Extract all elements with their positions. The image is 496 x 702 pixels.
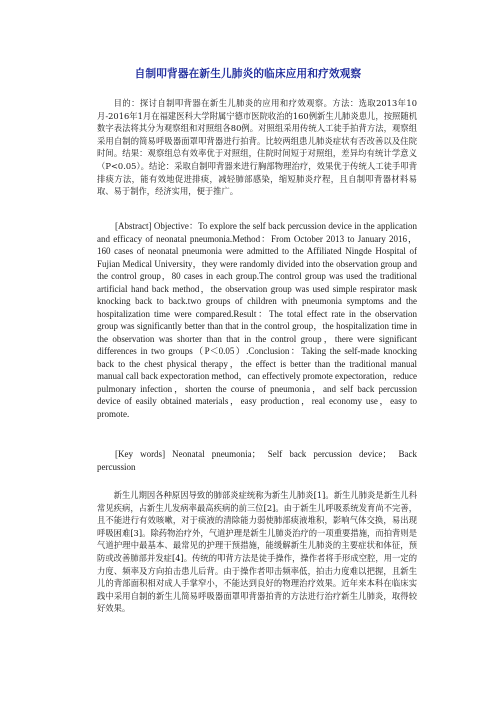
paper-title: 自制叩背器在新生儿肺炎的临床应用和疗效观察 (134, 68, 362, 80)
keywords: [Key words] Neonatal pneumonia； Self back percussion device； Back percussion (97, 449, 417, 472)
body-block (97, 489, 417, 615)
abstract-cn: 目的：探讨自制叩背器在新生儿肺炎的应用和疗效观察。方法：选取2013年10月-2016年1月在福建医科大学附属宁德市医院收治的160例新生儿肺炎患儿，按照随机数字表法将其分为观察组和对照组各80例。对照组采用传统人工徒手拍背方法，观察组采用自制的简易呼吸器面罩叩背器进行拍背。比较两组患儿肺炎症状有否改善以及住院时间。结果：观察组总有效率优于对照组，住院时间短于对照组，差异均有统计学意义（P<0.05）。结论：采取自制叩背器来进行胸部物理治疗，效果优于传统人工徒手叩背排痰方法，能有效地促进排痰，减轻肺部感染，缩短肺炎疗程，且自制叩背器材料易取、易于制作，经济实用，便于推广。 (97, 98, 417, 197)
abstract-en-block (97, 220, 417, 420)
body-paragraph: 新生儿期因各种原因导致的肺部炎症统称为新生儿肺炎[1]。新生儿肺炎是新生儿科常见疾病，占新生儿发病率最高疾病的前三位[2]。由于新生儿呼吸系统发育尚不完善，且不能进行有效咳嗽，对于痰液的清除能力弱使肺部痰液堆积，影响气体交换，易出现呼吸困难[3]。除药物治疗外，气道护理是新生儿肺炎治疗的一项重要措施，而拍背则是气道护理中最基本、最常见的护理干预措施，能缓解新生儿肺炎的主要症状和体征，预防或改善肺部并发症[4]。传统的叩背方法是徒手操作，操作者将手形成空腔，用一定的力度、频率及方向拍击患儿后背。由于操作者叩击频率低，拍击力度难以把握，且新生儿的背部面积相对成人手掌窄小，不能达到良好的物理治疗效果。近年来本科在临床实践中采用自制的新生儿简易呼吸器面罩叩背器拍背的方法进行治疗新生儿肺炎，取得较好效果。 (97, 490, 417, 614)
abstract-en: [Abstract] Objective：To explore the self back percussion device in the application and efficacy of neonatal pneumonia.Method：From October 2013 to January 2016，160 cases of neonatal pneumonia were admitted to the Affiliated Ningde Hospital of Fujian Medical University，they were randomly divided into the observation group and the control group，80 cases in each group.The control group was used the traditional artificial hand back method，the observation group was used simple respirator mask knocking back to back.two groups of children with pneumonia symptoms and the hospitalization time were compared.Result：The total effect rate in the observation group was significantly better than that in the control group，the hospitalization time in the observation was shorter than that in the control group，there were significant differences in two groups（P＜0.05）.Conclusion：Taking the self-made knocking back to the chest physical therapy，the effect is better than the traditional manual manual call back expectoration method，can effectively promote expectoration，reduce pulmonary infection，shorten the course of pneumonia，and self back percussion device of easily obtained materials，easy production，real economy use，easy to promote. (97, 221, 417, 419)
keywords-block (97, 448, 417, 473)
abstract-cn-block (97, 97, 417, 198)
